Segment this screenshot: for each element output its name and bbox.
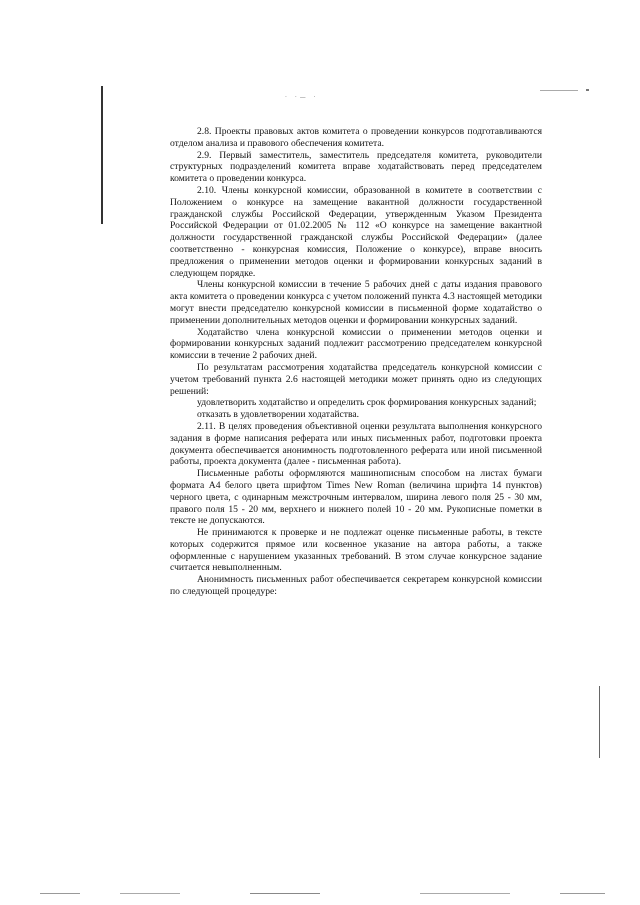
right-scan-dot-top — [586, 89, 589, 91]
right-scan-dash-top — [540, 90, 578, 91]
paragraph-2-9: 2.9. Первый заместитель, заместитель председателя комитета, руководители структурных подразделений комитета вправе ходатайствовать перед председателем комитета о проведении конкурса. — [170, 149, 542, 185]
paragraph-format-requirements: Письменные работы оформляются машинописным способом на листах бумаги формата А4 белого цвета шрифтом Times New Roman (величина шрифта 14 пунктов) черного цвета, с одинарным межстрочным интервалом, ширина левого поля 25 - 30 мм, правого поля 15 - 20 мм, верхнего и нижнего полей 10 - 20 мм. Рукописные пометки в тексте не допускаются. — [170, 468, 542, 527]
bottom-scan-line-5 — [560, 893, 605, 894]
paragraph-2-8: 2.8. Проекты правовых актов комитета о проведении конкурсов подготавливаются отделом анализа и правового обеспечения комитета. — [170, 126, 542, 149]
bottom-scan-line-1 — [40, 893, 80, 894]
paragraph-decision-reject: отказать в удовлетворении ходатайства. — [197, 409, 360, 421]
bottom-scan-line-4 — [420, 893, 510, 894]
left-scan-line — [101, 86, 103, 224]
paragraph-members-proposal: Члены конкурсной комиссии в течение 5 рабочих дней с даты издания правового акта комитета о проведении конкурса с учетом положений пункта 4.3 настоящей методики могут внести председателю конкурсной комиссии в письменной форме ходатайство о применении дополнительных методов оценки и формировании конкурсных заданий. — [170, 279, 542, 326]
bottom-scan-line-3 — [250, 893, 320, 894]
paragraph-2-11: 2.11. В целях проведения объективной оценки результата выполнения конкурсного задания в форме написания реферата или иных письменных работ, подготовки проекта документа обеспечивается анонимность подготовленного реферата или иной письменной работы, проекта документа (далее - письменная работа). — [170, 420, 542, 468]
document-text — [170, 126, 542, 598]
paragraph-not-accepted: Не принимаются к проверке и не подлежат оценке письменные работы, в тексте которых содержится прямое или косвенное указание на автора работы, а также оформленные с нарушением указанных требований. В этом случае конкурсное задание считается невыполненным. — [170, 527, 542, 574]
paragraph-2-10: 2.10. Члены конкурсной комиссии, образованной в комитете в соответствии с Положением о конкурсе на замещение вакантной должности государственной гражданской службы Российской Федерации, утвержденным Указом Президента Российской Федерации от 01.02.2005 № 112 «О конкурсе на замещение вакантной должности государственной гражданской службы Российской Федерации» (далее соответственно - конкурсная комиссия, Положение о конкурсе), вправе вносить предложения о применении методов оценки и формировании конкурсных заданий в следующем порядке. — [170, 184, 542, 279]
paragraph-decision-approve: удовлетворить ходатайство и определить срок формирования конкурсных заданий; — [197, 397, 537, 409]
paragraph-anonymity: Анонимность письменных работ обеспечивается секретарем конкурсной комиссии по следующей процедуре: — [170, 574, 542, 598]
paragraph-review-results: По результатам рассмотрения ходатайства председатель конкурсной комиссии с учетом требований пункта 2.6 настоящей методики может принять одно из следующих решений: — [170, 361, 542, 397]
header-noise: · ·— · — [285, 94, 319, 101]
right-scan-line — [599, 686, 600, 758]
bottom-scan-line-2 — [120, 893, 180, 894]
paragraph-petition-review: Ходатайство члена конкурсной комиссии о применении методов оценки и формировании конкурсных заданий подлежит рассмотрению председателем конкурсной комиссии в течение 2 рабочих дней. — [170, 326, 542, 362]
